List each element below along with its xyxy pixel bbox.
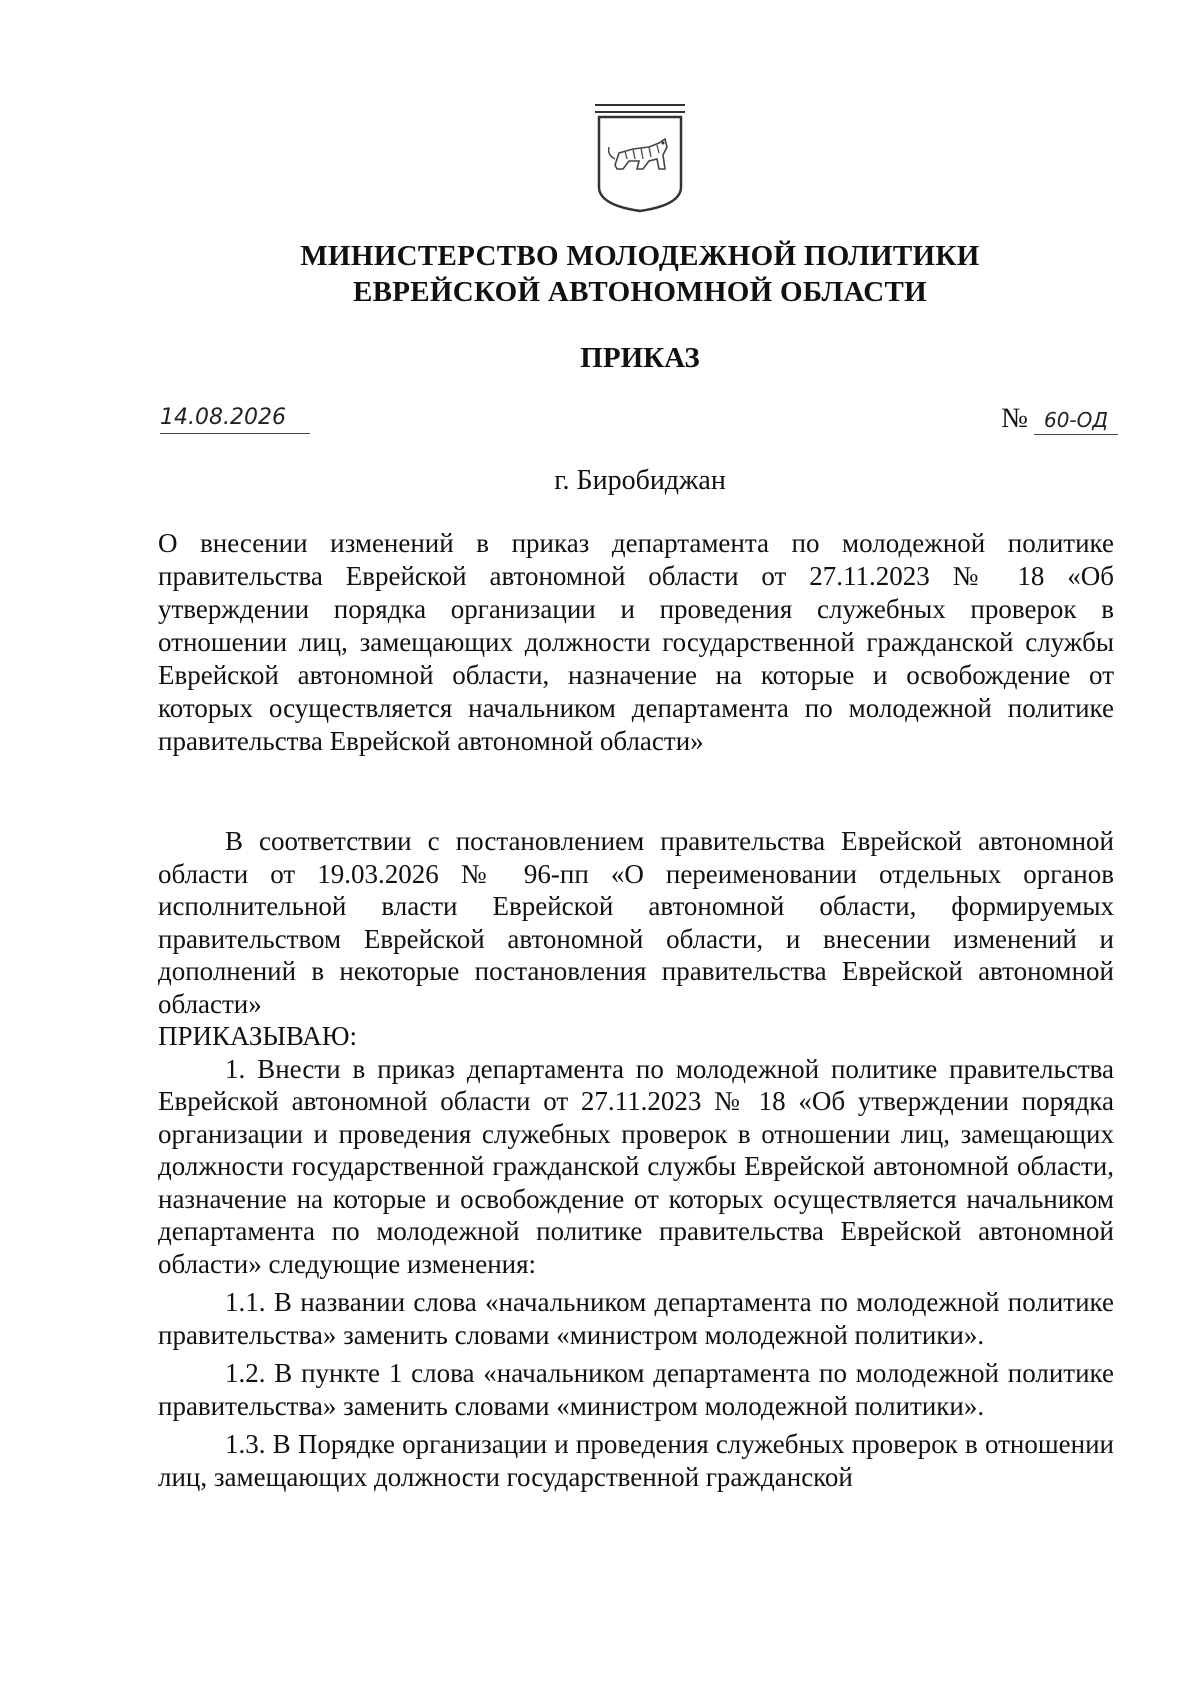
document-subject: О внесении изменений в приказ департамента по молодежной политике правительства Еврейской автономной области от 27.11.2023 № 18 «Об утверждении порядка организации и проведения служебных проверок в отношении лиц, замещающих должности государственной гражданской службы Еврейской автономной области, назначение на которые и освобождение от которых осуществляется начальником департамента по молодежной политике правительства Еврейской автономной области» [158,528,1114,756]
organization-name-line-2: ЕВРЕЙСКОЙ АВТОНОМНОЙ ОБЛАСТИ [352,276,928,308]
document-type: ПРИКАЗ [580,342,700,374]
document-date: 14.08.2026 [160,405,286,430]
number-sign: № [1001,403,1028,434]
document-number: 60-ОД [1034,406,1118,435]
preamble-paragraph: В соответствии с постановлением правительства Еврейской автономной области от 19.03.2026 № 96-пп «О переименовании отдельных органов исполнительной власти Еврейской автономной области, формируемых правительством Еврейской автономной области, и внесении изменений и дополнений в некоторые постановления правительства Еврейской автономной области» [158,826,1114,1019]
coat-of-arms-icon [593,103,687,213]
item-1-1-paragraph: 1.1. В названии слова «начальником департамента по молодежной политике правительства» заменить словами «министром молодежной политики». [158,1287,1114,1350]
item-1-3-paragraph: 1.3. В Порядке организации и проведения служебных проверок в отношении лиц, замещающих должности государственной гражданской [158,1429,1114,1492]
document-number-field [1001,403,1118,435]
document-date-field [160,403,310,434]
document-body [158,825,1114,1493]
item-1-paragraph: 1. Внести в приказ департамента по молодежной политике правительства Еврейской автономной области от 27.11.2023 № 18 «Об утверждении порядка организации и проведения служебных проверок в отношении лиц, замещающих должности государственной гражданской службы Еврейской автономной области, назначение на которые и освобождение от которых осуществляется начальником департамента по молодежной политике правительства Еврейской автономной области» следующие изменения: [158,1053,1114,1279]
item-1-2-paragraph: 1.2. В пункте 1 слова «начальником департамента по молодежной политике правительства» заменить словами «министром молодежной политики». [158,1358,1114,1421]
city: г. Биробиджан [554,465,726,496]
order-word: ПРИКАЗЫВАЮ: [158,1021,357,1051]
organization-name-line-1: МИНИСТЕРСТВО МОЛОДЕЖНОЙ ПОЛИТИКИ [300,240,980,272]
